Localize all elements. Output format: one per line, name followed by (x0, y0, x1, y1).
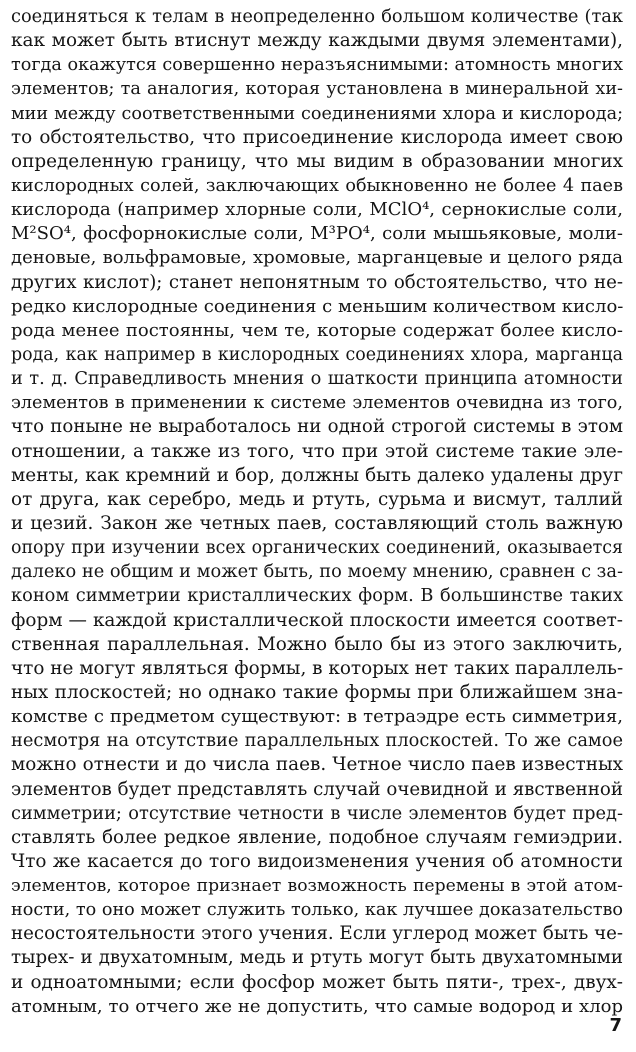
page-number: 7 (609, 1015, 622, 1036)
text-line: ственная параллельная. Можно было бы из этого заключить, (11, 633, 623, 655)
text-line: и цезий. Закон же четных паев, составляющий столь важную (11, 512, 623, 534)
text-line: Что же касается до того видоизменения учения об атомности (11, 850, 623, 872)
text-line: рода, как например в кислородных соединениях хлора, марганца (11, 344, 623, 365)
text-line: мии между соответственными соединениями хлора и кислорода; (11, 103, 623, 124)
text-line: как может быть втиснут между каждыми двумя элементами), (11, 30, 623, 52)
text-line: можно отнести и до числа паев. Четное число паев известных (11, 754, 623, 776)
text-line: отношении, а также из того, что при этой системе такие эле- (11, 440, 623, 462)
text-line: несмотря на отсутствие параллельных плоскостей. То же самое (11, 730, 623, 752)
text-line: несостоятельности этого учения. Если углерод может быть че- (11, 923, 623, 945)
text-line: что не могут являться формы, в которых нет таких параллель- (11, 657, 623, 679)
text-line: ных плоскостей; но однако такие формы при ближайшем зна- (11, 681, 623, 703)
body-text (11, 5, 623, 1019)
text-line: менты, как кремний и бор, должны быть далеко удалены друг (11, 464, 623, 486)
text-line: тогда окажутся совершенно неразъяснимыми: атомность многих (11, 55, 623, 76)
text-line: других кислот); станет непонятным то обстоятельство, что не- (11, 271, 623, 293)
text-line: от друга, как серебро, медь и ртуть, сурьма и висмут, таллий (11, 488, 623, 510)
text-line: редко кислородные соединения с меньшим количеством кисло- (11, 295, 623, 317)
text-line: соединяться к телам в неопределенно большом количестве (так (11, 6, 623, 27)
text-line: опору при изучении всех органических соединений, оказывается (11, 538, 623, 559)
text-line: атомным, то отчего же не допустить, что самые водород и хлор (11, 995, 623, 1017)
text-line: симметрии; отсутствие четности в числе элементов будет пред- (11, 802, 623, 824)
text-line: элементов в применении к системе элементов очевидна из того, (11, 393, 623, 414)
text-line: кислородных солей, заключающих обыкновенно не более 4 паев (11, 175, 623, 196)
text-line: коном симметрии кристаллических форм. В большинстве таких (11, 585, 623, 607)
text-line: форм — каждой кристаллической плоскости имеется соответ- (11, 609, 623, 631)
text-line: и т. д. Справедливость мнения о шаткости принципа атомности (11, 368, 623, 390)
text-line: то обстоятельство, что присоединение кислорода имеет свою (11, 126, 623, 148)
text-line: элементов будет представлять случай очевидной и явственной (11, 778, 623, 800)
text-line: и одноатомными; если фосфор может быть пяти-, трех-, двух- (11, 971, 623, 993)
text-line: ности, то оно может служить только, как лучшее доказательство (11, 900, 623, 921)
text-line: далеко не общим и может быть, по моему мнению, сравнен с за- (11, 561, 623, 583)
text-line: определенную границу, что мы видим в образовании многих (11, 150, 623, 172)
text-line: элементов, которое признает возможность перемены в этой атом- (11, 876, 623, 897)
text-line: кислорода (например хлорные соли, MClO⁴, сернокислые соли, (11, 199, 623, 221)
text-line: элементов; та аналогия, которая установлена в минеральной хи- (11, 79, 623, 100)
text-line: деновые, вольфрамовые, хромовые, марганцевые и целого ряда (11, 247, 623, 269)
text-line: тырех- и двухатомным, медь и ртуть могут быть двухатомными (11, 947, 623, 969)
text-line: M²SO⁴, фосфорнокислые соли, M³PO⁴, соли мышьяковые, моли- (11, 223, 623, 245)
text-line: комстве с предметом существуют: в тетраэдре есть симметрия, (11, 706, 623, 728)
text-line: рода менее постоянны, чем те, которые содержат более кисло- (11, 319, 623, 341)
text-line: что поныне не выработалось ни одной строгой системы в этом (11, 416, 623, 438)
text-line: ставлять более редкое явление, подобное случаям гемиэдрии. (11, 826, 623, 848)
